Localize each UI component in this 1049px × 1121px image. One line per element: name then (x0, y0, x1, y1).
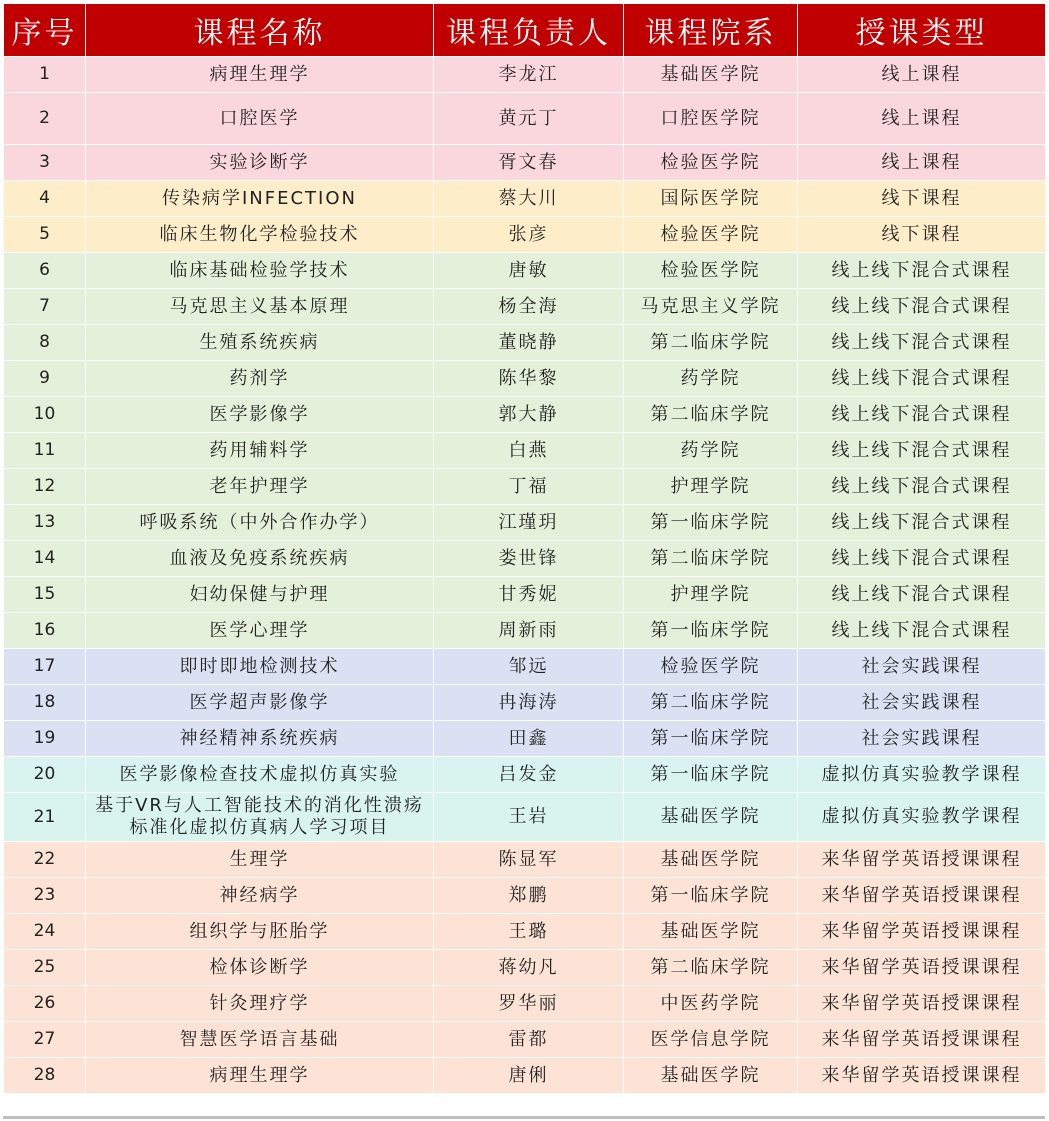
table-row (4, 914, 1046, 950)
department-cell: 第二临床学院 (624, 950, 798, 986)
table-row (4, 950, 1046, 986)
course-owner-cell: 王岩 (434, 793, 624, 842)
teaching-type-cell: 线上线下混合式课程 (798, 289, 1046, 325)
row-index-cell: 16 (4, 613, 86, 649)
table-row (4, 217, 1046, 253)
course-name-cell: 临床基础检验学技术 (86, 253, 434, 289)
course-owner-cell: 黄元丁 (434, 93, 624, 145)
department-cell: 检验医学院 (624, 253, 798, 289)
header-department: 课程院系 (624, 4, 798, 57)
table-row (4, 93, 1046, 145)
course-owner-cell: 董晓静 (434, 325, 624, 361)
table-row (4, 57, 1046, 93)
table-row (4, 397, 1046, 433)
course-name-cell: 检体诊断学 (86, 950, 434, 986)
table-row (4, 649, 1046, 685)
table-row (4, 613, 1046, 649)
department-cell: 中医药学院 (624, 986, 798, 1022)
teaching-type-cell: 线上线下混合式课程 (798, 469, 1046, 505)
department-cell: 第二临床学院 (624, 685, 798, 721)
row-index-cell: 13 (4, 505, 86, 541)
row-index-cell: 25 (4, 950, 86, 986)
row-index-cell: 1 (4, 57, 86, 93)
table-row (4, 721, 1046, 757)
table-row (4, 1022, 1046, 1058)
teaching-type-cell: 来华留学英语授课课程 (798, 950, 1046, 986)
course-name-cell: 药用辅料学 (86, 433, 434, 469)
course-owner-cell: 唐敏 (434, 253, 624, 289)
course-owner-cell: 陈显军 (434, 842, 624, 878)
course-name-cell: 神经病学 (86, 878, 434, 914)
table-row (4, 577, 1046, 613)
table-row (4, 289, 1046, 325)
course-owner-cell: 甘秀妮 (434, 577, 624, 613)
course-name-cell: 马克思主义基本原理 (86, 289, 434, 325)
table-row (4, 181, 1046, 217)
teaching-type-cell: 线上线下混合式课程 (798, 325, 1046, 361)
teaching-type-cell: 线上课程 (798, 145, 1046, 181)
row-index-cell: 11 (4, 433, 86, 469)
teaching-type-cell: 线上线下混合式课程 (798, 397, 1046, 433)
table-row (4, 145, 1046, 181)
course-owner-cell: 王璐 (434, 914, 624, 950)
row-index-cell: 4 (4, 181, 86, 217)
header-course-owner: 课程负责人 (434, 4, 624, 57)
table-row (4, 842, 1046, 878)
department-cell: 口腔医学院 (624, 93, 798, 145)
row-index-cell: 26 (4, 986, 86, 1022)
course-name-cell: 药剂学 (86, 361, 434, 397)
course-name-cell: 基于VR与人工智能技术的消化性溃疡标准化虚拟仿真病人学习项目 (86, 793, 434, 842)
table-row (4, 361, 1046, 397)
department-cell: 检验医学院 (624, 217, 798, 253)
course-name-cell: 临床生物化学检验技术 (86, 217, 434, 253)
teaching-type-cell: 线上课程 (798, 57, 1046, 93)
table-row (4, 433, 1046, 469)
course-name-cell: 生理学 (86, 842, 434, 878)
department-cell: 药学院 (624, 433, 798, 469)
row-index-cell: 6 (4, 253, 86, 289)
teaching-type-cell: 社会实践课程 (798, 685, 1046, 721)
header-teaching-type: 授课类型 (798, 4, 1046, 57)
course-owner-cell: 郑鹏 (434, 878, 624, 914)
teaching-type-cell: 来华留学英语授课课程 (798, 842, 1046, 878)
header-index: 序号 (4, 4, 86, 57)
course-owner-cell: 罗华丽 (434, 986, 624, 1022)
table-row (4, 505, 1046, 541)
teaching-type-cell: 线上线下混合式课程 (798, 577, 1046, 613)
row-index-cell: 9 (4, 361, 86, 397)
department-cell: 基础医学院 (624, 842, 798, 878)
table-row (4, 685, 1046, 721)
teaching-type-cell: 线上线下混合式课程 (798, 505, 1046, 541)
table-row (4, 541, 1046, 577)
table-row (4, 1058, 1046, 1094)
course-owner-cell: 唐俐 (434, 1058, 624, 1094)
row-index-cell: 24 (4, 914, 86, 950)
row-index-cell: 28 (4, 1058, 86, 1094)
course-owner-cell: 田鑫 (434, 721, 624, 757)
course-name-cell: 病理生理学 (86, 1058, 434, 1094)
department-cell: 检验医学院 (624, 145, 798, 181)
teaching-type-cell: 线下课程 (798, 217, 1046, 253)
department-cell: 第一临床学院 (624, 613, 798, 649)
row-index-cell: 21 (4, 793, 86, 842)
course-owner-cell: 郭大静 (434, 397, 624, 433)
row-index-cell: 2 (4, 93, 86, 145)
row-index-cell: 19 (4, 721, 86, 757)
table-row (4, 469, 1046, 505)
course-name-cell: 即时即地检测技术 (86, 649, 434, 685)
teaching-type-cell: 来华留学英语授课课程 (798, 914, 1046, 950)
table-row (4, 253, 1046, 289)
department-cell: 检验医学院 (624, 649, 798, 685)
course-owner-cell: 冉海涛 (434, 685, 624, 721)
course-name-cell: 医学心理学 (86, 613, 434, 649)
course-name-cell: 血液及免疫系统疾病 (86, 541, 434, 577)
row-index-cell: 23 (4, 878, 86, 914)
table-row (4, 325, 1046, 361)
course-owner-cell: 丁福 (434, 469, 624, 505)
department-cell: 基础医学院 (624, 1058, 798, 1094)
department-cell: 第一临床学院 (624, 757, 798, 793)
course-name-cell: 智慧医学语言基础 (86, 1022, 434, 1058)
row-index-cell: 22 (4, 842, 86, 878)
department-cell: 基础医学院 (624, 914, 798, 950)
course-owner-cell: 蒋幼凡 (434, 950, 624, 986)
department-cell: 护理学院 (624, 577, 798, 613)
course-owner-cell: 江瑾玥 (434, 505, 624, 541)
course-name-cell: 医学超声影像学 (86, 685, 434, 721)
teaching-type-cell: 来华留学英语授课课程 (798, 986, 1046, 1022)
row-index-cell: 18 (4, 685, 86, 721)
header-row (4, 4, 1046, 57)
course-owner-cell: 张彦 (434, 217, 624, 253)
table-row (4, 878, 1046, 914)
department-cell: 第一临床学院 (624, 505, 798, 541)
department-cell: 基础医学院 (624, 57, 798, 93)
course-name-cell: 组织学与胚胎学 (86, 914, 434, 950)
course-name-cell: 医学影像检查技术虚拟仿真实验 (86, 757, 434, 793)
course-owner-cell: 蔡大川 (434, 181, 624, 217)
course-name-cell: 病理生理学 (86, 57, 434, 93)
course-name-cell: 口腔医学 (86, 93, 434, 145)
department-cell: 护理学院 (624, 469, 798, 505)
course-owner-cell: 白燕 (434, 433, 624, 469)
row-index-cell: 17 (4, 649, 86, 685)
teaching-type-cell: 社会实践课程 (798, 721, 1046, 757)
table-row (4, 793, 1046, 842)
course-name-cell: 老年护理学 (86, 469, 434, 505)
row-index-cell: 12 (4, 469, 86, 505)
department-cell: 第二临床学院 (624, 541, 798, 577)
teaching-type-cell: 线下课程 (798, 181, 1046, 217)
department-cell: 医学信息学院 (624, 1022, 798, 1058)
course-owner-cell: 吕发金 (434, 757, 624, 793)
row-index-cell: 3 (4, 145, 86, 181)
course-name-cell: 呼吸系统（中外合作办学） (86, 505, 434, 541)
teaching-type-cell: 线上线下混合式课程 (798, 253, 1046, 289)
teaching-type-cell: 虚拟仿真实验教学课程 (798, 793, 1046, 842)
row-index-cell: 8 (4, 325, 86, 361)
teaching-type-cell: 线上线下混合式课程 (798, 613, 1046, 649)
teaching-type-cell: 来华留学英语授课课程 (798, 878, 1046, 914)
department-cell: 第一临床学院 (624, 721, 798, 757)
course-owner-cell: 李龙江 (434, 57, 624, 93)
course-name-cell: 针灸理疗学 (86, 986, 434, 1022)
teaching-type-cell: 线上线下混合式课程 (798, 433, 1046, 469)
course-name-cell: 实验诊断学 (86, 145, 434, 181)
course-owner-cell: 娄世锋 (434, 541, 624, 577)
course-table-body (4, 57, 1046, 1094)
row-index-cell: 10 (4, 397, 86, 433)
course-name-cell: 生殖系统疾病 (86, 325, 434, 361)
table-bottom-edge (3, 1116, 1045, 1119)
course-name-cell: 医学影像学 (86, 397, 434, 433)
department-cell: 国际医学院 (624, 181, 798, 217)
teaching-type-cell: 虚拟仿真实验教学课程 (798, 757, 1046, 793)
course-table (3, 3, 1046, 1094)
course-owner-cell: 邹远 (434, 649, 624, 685)
course-owner-cell: 胥文春 (434, 145, 624, 181)
row-index-cell: 5 (4, 217, 86, 253)
row-index-cell: 14 (4, 541, 86, 577)
department-cell: 第一临床学院 (624, 878, 798, 914)
header-course-name: 课程名称 (86, 4, 434, 57)
course-owner-cell: 杨全海 (434, 289, 624, 325)
teaching-type-cell: 线上线下混合式课程 (798, 361, 1046, 397)
teaching-type-cell: 线上课程 (798, 93, 1046, 145)
row-index-cell: 27 (4, 1022, 86, 1058)
course-owner-cell: 雷都 (434, 1022, 624, 1058)
course-name-cell: 妇幼保健与护理 (86, 577, 434, 613)
row-index-cell: 7 (4, 289, 86, 325)
course-owner-cell: 陈华黎 (434, 361, 624, 397)
row-index-cell: 20 (4, 757, 86, 793)
teaching-type-cell: 线上线下混合式课程 (798, 541, 1046, 577)
course-owner-cell: 周新雨 (434, 613, 624, 649)
department-cell: 马克思主义学院 (624, 289, 798, 325)
course-name-cell: 传染病学INFECTION (86, 181, 434, 217)
teaching-type-cell: 来华留学英语授课课程 (798, 1022, 1046, 1058)
row-index-cell: 15 (4, 577, 86, 613)
table-row (4, 986, 1046, 1022)
department-cell: 基础医学院 (624, 793, 798, 842)
department-cell: 药学院 (624, 361, 798, 397)
teaching-type-cell: 社会实践课程 (798, 649, 1046, 685)
department-cell: 第二临床学院 (624, 397, 798, 433)
course-name-cell: 神经精神系统疾病 (86, 721, 434, 757)
table-row (4, 757, 1046, 793)
teaching-type-cell: 来华留学英语授课课程 (798, 1058, 1046, 1094)
department-cell: 第二临床学院 (624, 325, 798, 361)
